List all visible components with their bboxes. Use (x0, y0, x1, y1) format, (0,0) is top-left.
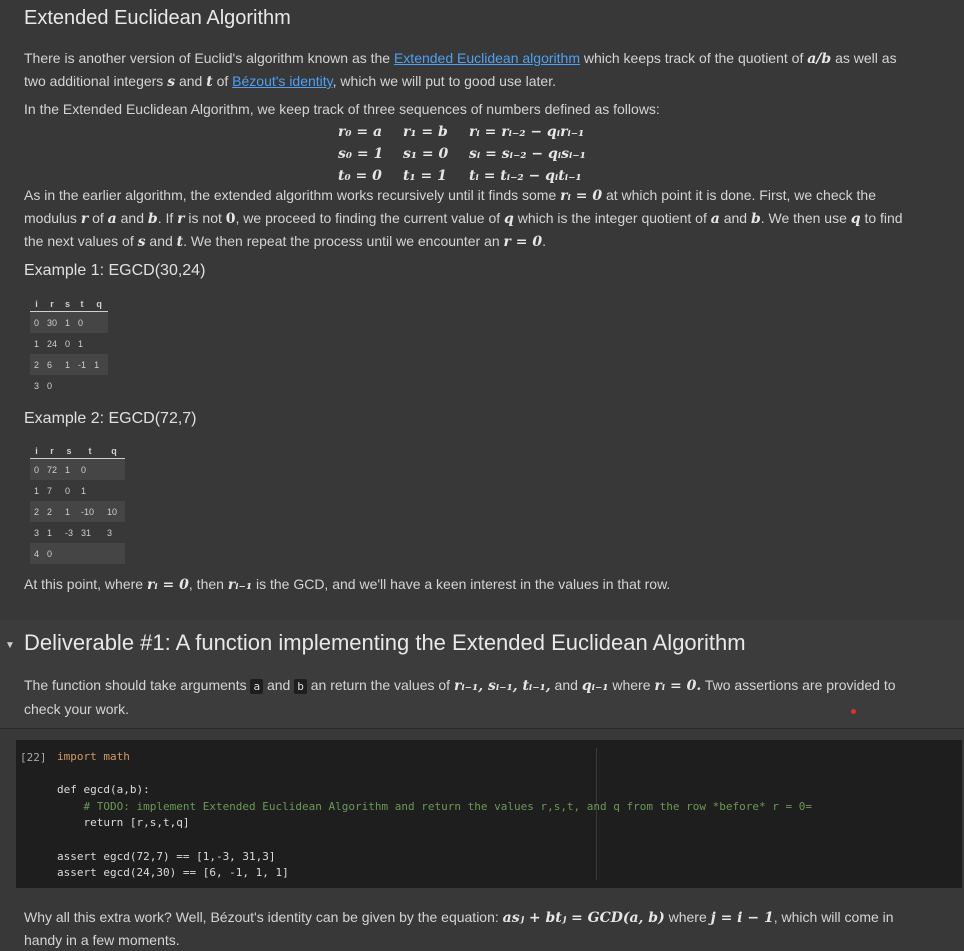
cell (103, 543, 125, 564)
text: , which we will put to good use later. (332, 73, 556, 89)
cell (77, 543, 103, 564)
cell: 0 (77, 459, 103, 481)
text: handy in a few moments. (24, 932, 180, 948)
header-q: q (103, 444, 125, 459)
cell: 0 (65, 485, 71, 496)
text: and (719, 210, 751, 226)
cell: 4 (30, 543, 43, 564)
math: a (710, 211, 720, 227)
cell: 10 (103, 501, 125, 522)
header-s: s (61, 444, 77, 459)
gcd-paragraph (24, 573, 914, 596)
code-line: import math (57, 750, 130, 763)
text: an return the values of (306, 677, 454, 693)
code-line: def egcd(a,b): (57, 783, 150, 797)
math: s (137, 234, 146, 250)
text: Why all this extra work? Well, Bézout's identity can be given by the equation: (24, 909, 503, 925)
eq-s0: s₀ = 1 (338, 146, 384, 162)
cell: 6 (43, 354, 61, 375)
cell (103, 480, 125, 501)
table-row (30, 375, 108, 396)
cell (90, 375, 108, 396)
cell: 72 (43, 459, 61, 481)
header-s: s (61, 297, 74, 312)
header-r: r (43, 297, 61, 312)
text: is the GCD, and we'll have a keen interest in the values in that row. (252, 576, 671, 592)
cell (61, 375, 74, 396)
text: and (116, 210, 148, 226)
text: . We then use (760, 210, 851, 226)
cell: 1 (34, 338, 40, 349)
math: t (206, 74, 213, 90)
table-row (30, 312, 108, 334)
eq-r0: r₀ = a (338, 124, 383, 140)
text: the next values of (24, 233, 138, 249)
math: qᵢ₋₁ (581, 678, 609, 694)
math: t (176, 234, 184, 250)
header-r: r (43, 444, 61, 459)
text: which is the integer quotient of (513, 210, 711, 226)
cell: 2 (43, 501, 61, 522)
cell: 0 (30, 459, 43, 481)
text: modulus (24, 210, 81, 226)
text: There is another version of Euclid's algorithm known as the (24, 50, 394, 66)
text: As in the earlier algorithm, the extended algorithm works recursively until it finds some (24, 187, 561, 203)
cell: 1 (34, 485, 40, 496)
text: check your work. (24, 701, 130, 717)
example1-title: Example 1: EGCD(30,24) (24, 262, 206, 279)
code-editor[interactable] (57, 749, 812, 882)
math: b (147, 211, 158, 227)
header-t: t (77, 444, 103, 459)
header-q: q (90, 297, 108, 312)
code-line: assert egcd(24,30) == [6, -1, 1, 1] (57, 866, 289, 880)
header-t: t (74, 297, 90, 312)
table-row (30, 459, 125, 481)
chevron-down-icon[interactable]: ▼ (5, 640, 15, 651)
text: which keeps track of the quotient of (579, 50, 808, 66)
section-title: Extended Euclidean Algorithm (24, 7, 291, 29)
header-i: i (30, 444, 43, 459)
cell: 1 (61, 501, 77, 522)
cell: 30 (43, 312, 61, 334)
cell: 7 (47, 485, 53, 496)
math: j = i − 1 (710, 910, 774, 926)
cell: 1 (78, 338, 84, 349)
execution-count: [22] (20, 751, 47, 764)
eq-si: sᵢ = sᵢ₋₂ − qᵢsᵢ₋₁ (469, 146, 586, 162)
cell (103, 459, 125, 481)
bezout-identity-link[interactable]: Bézout's identity (232, 73, 333, 89)
inline-code: b (294, 679, 307, 694)
text: and (175, 73, 207, 89)
math: rᵢ₋₁, sᵢ₋₁, tᵢ₋₁, (453, 678, 551, 694)
cell: 0 (47, 380, 53, 391)
text: where (664, 909, 711, 925)
text: two additional integers (24, 73, 168, 89)
table-row (30, 543, 125, 564)
text: where (608, 677, 655, 693)
math: 0 (225, 211, 236, 227)
text: , which will come in (773, 909, 894, 925)
example2-table (30, 444, 125, 564)
cell: 0 (30, 312, 43, 334)
code-line: # TODO: implement Extended Euclidean Algorithm and return the values r,s,t, and q from the row *before* r = 0= (57, 799, 812, 813)
text: as well as (831, 50, 897, 66)
text: and (263, 677, 295, 693)
intro2-paragraph: In the Extended Euclidean Algorithm, we keep track of three sequences of numbers defined as follows: (24, 101, 660, 117)
text: At this point, where (24, 576, 147, 592)
text: . If (157, 210, 178, 226)
text: at which point it is done. First, we check the (602, 187, 876, 203)
cell: 1 (61, 459, 77, 481)
cell: 1 (47, 527, 53, 538)
text: , then (188, 576, 228, 592)
cell: 1 (61, 354, 74, 375)
text: Two assertions are provided to (701, 677, 896, 693)
eq-ri: rᵢ = rᵢ₋₂ − qᵢrᵢ₋₁ (469, 124, 585, 140)
inline-code: a (250, 679, 263, 694)
cell: 1 (90, 354, 108, 375)
cell: 0 (43, 543, 61, 564)
math: rᵢ = 0 (146, 577, 189, 593)
math: rᵢ₋₁ (227, 577, 253, 593)
extended-euclidean-link[interactable]: Extended Euclidean algorithm (393, 50, 580, 66)
math: r (80, 211, 89, 227)
cell: 3 (34, 380, 40, 391)
cell: 3 (107, 527, 113, 538)
cell: 1 (81, 485, 87, 496)
cell (61, 543, 77, 564)
table-row (30, 333, 108, 354)
cell: 3 (34, 527, 40, 538)
cell (90, 312, 108, 334)
cursor-marker (851, 709, 856, 714)
math: r = 0 (503, 234, 543, 250)
math: q (850, 211, 861, 227)
text: and (145, 233, 177, 249)
cell: 2 (30, 354, 43, 375)
eq-ti: tᵢ = tᵢ₋₂ − qᵢtᵢ₋₁ (469, 168, 582, 184)
text: is not (184, 210, 226, 226)
cell: -10 (77, 501, 103, 522)
math: b (750, 211, 761, 227)
cell: 0 (74, 312, 90, 334)
cell: 1 (61, 312, 74, 334)
table-row (30, 522, 125, 543)
text: , we proceed to finding the current value of (235, 210, 505, 226)
cell (90, 333, 108, 354)
cell (74, 375, 90, 396)
math: a (107, 211, 117, 227)
text: to find (860, 210, 903, 226)
deliverable-title: Deliverable #1: A function implementing the Extended Euclidean Algorithm (24, 630, 746, 655)
math: asⱼ + btⱼ = GCD(a, b) (502, 910, 665, 926)
header-i: i (30, 297, 43, 312)
math: r (177, 211, 185, 227)
final-paragraph (24, 906, 914, 951)
deliverable-paragraph (24, 674, 914, 720)
code-line: assert egcd(72,7) == [1,-3, 31,3] (57, 849, 276, 863)
math: s (167, 74, 176, 90)
eq-t1: t₁ = 1 (403, 168, 447, 184)
cell: 31 (81, 527, 92, 538)
text: . We then repeat the process until we encounter an (183, 233, 504, 249)
table-row (30, 501, 125, 522)
eq-r1: r₁ = b (403, 124, 448, 140)
text: The function should take arguments (24, 677, 251, 693)
code-line: return [r,s,t,q] (57, 816, 190, 830)
eq-t0: t₀ = 0 (338, 168, 382, 184)
math: rᵢ = 0 (560, 188, 603, 204)
example1-table (30, 297, 108, 396)
cell: 2 (30, 501, 43, 522)
cell: -1 (74, 354, 90, 375)
text: of (212, 73, 233, 89)
text: . (542, 233, 547, 249)
cell: 24 (47, 338, 58, 349)
example2-title: Example 2: EGCD(72,7) (24, 410, 197, 427)
cell: -3 (65, 527, 74, 538)
table-row (30, 480, 125, 501)
text: and (550, 677, 582, 693)
text: of (88, 210, 108, 226)
algorithm-paragraph (24, 184, 914, 253)
intro-paragraph (24, 47, 914, 93)
math: q (504, 211, 514, 227)
table-row (30, 354, 108, 375)
math: a/b (807, 51, 832, 67)
eq-s1: s₁ = 0 (403, 146, 449, 162)
math: rᵢ = 0. (654, 678, 702, 694)
cell: 0 (65, 338, 71, 349)
